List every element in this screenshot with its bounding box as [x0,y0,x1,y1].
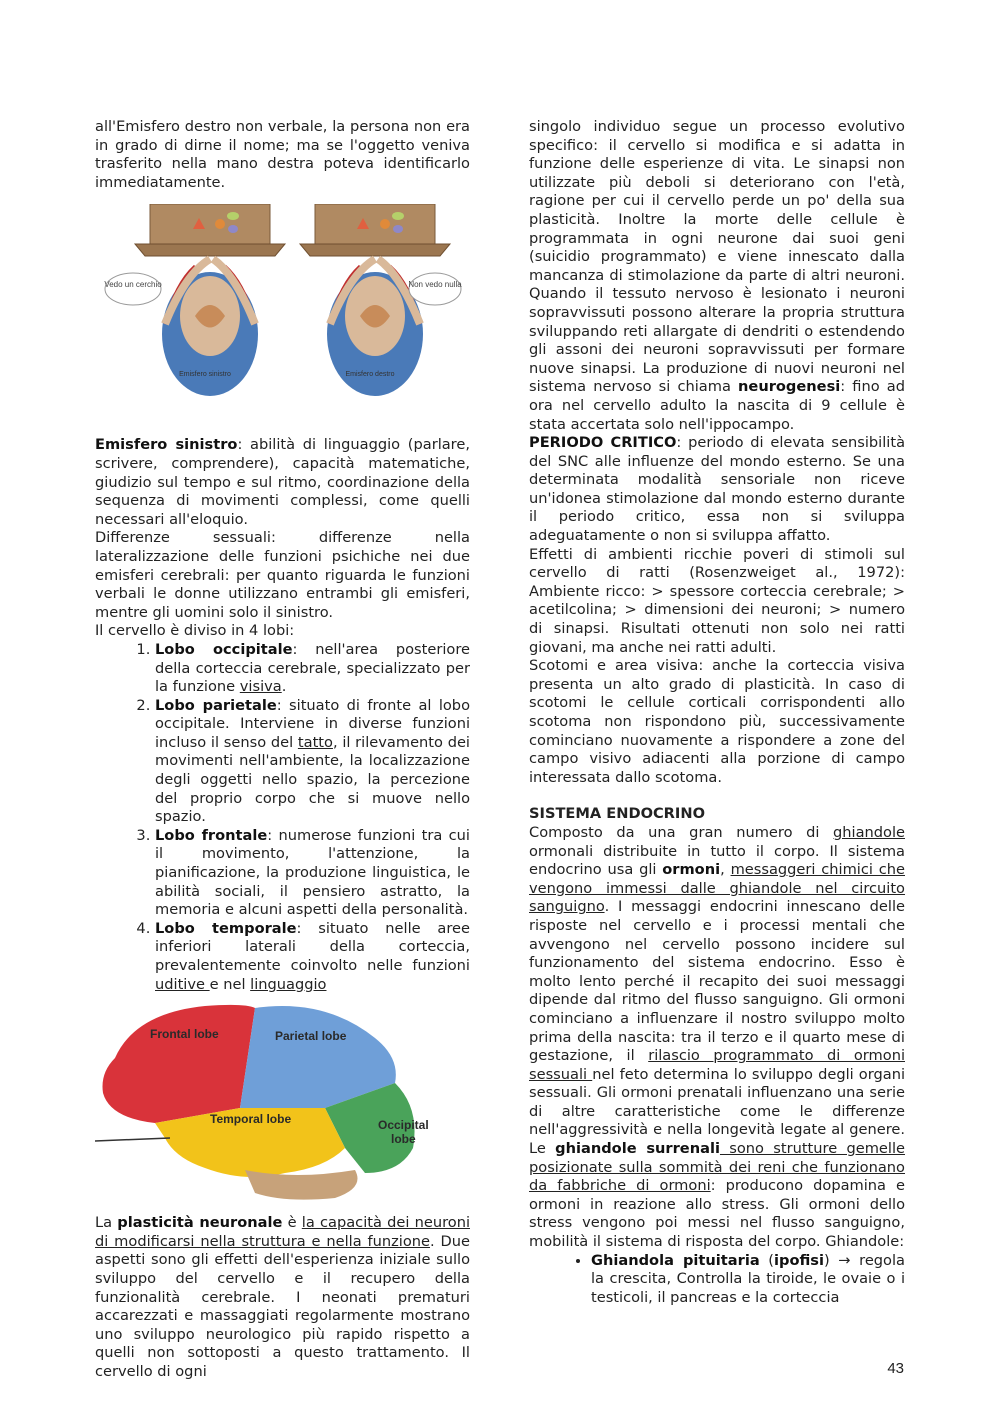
neurogenesi-term: neurogenesi [738,378,841,396]
plasticita-continued-paragraph: singolo individuo segue un processo evolutivo specifico: il cervello si modifica e si adatta in funzione delle esperienze di vita. Le sinapsi non utilizzate più deboli si deteriorano con l'età, ragione per cui il cervello perde un po' della sua plasticità. Inoltre la morte delle cellule è programmata in ogni neurone dai suoi geni (suicidio programmato) e viene innescato dalla mancanza di stimolazione da parte di altri neuroni. Quando il tessuto nervoso è lesionato i neuroni sopravvissuti possono alterare la propria struttura sviluppando reti allargate di dendriti o estendendo gli assoni dei neuroni sopravvissuti per formare nuove sinapsi. La produzione di nuovi neuroni nel sistema nervoso si chiama neurogenesi: fino ad ora nel cervello adulto la nascita di 9 cellule è stata accertata solo nell'ippocampo. [529,118,906,433]
effetti-paragraph: Effetti di ambienti ricchie poveri di stimoli sul cervello di ratti (Rosenzweiget al., 1972): Ambiente ricco: > spessore corteccia cerebrale; > acetilcolina; > dimensioni dei neuroni; > numero di sinapsi. Risultati ottenuti non solo nei ratti giovani, ma anche nei ratti adulti. [529,545,905,656]
lobi-intro: Il cervello è diviso in 4 lobi: [95,622,295,640]
label-parietal: Parietal lobe [275,1029,347,1044]
periodo-critico-paragraph: PERIODO CRITICO: periodo di elevata sensibilità del SNC alle influenze del mondo esterno. Se una determinata modalità sensoriale non riceve un'idonea stimolazione dal mondo esterno durante il periodo critico, essa non si sviluppa adeguatamente o non si sviluppa affatto. [529,434,906,545]
label-frontal: Frontal lobe [150,1027,219,1042]
sistema-endocrino-paragraph: Composto da una gran numero di ghiandole ormonali distribuite in tutto il corpo. Il sistema endocrino usa gli ormoni, messaggeri chimici che vengono immessi dalle ghiandole nel circuito sanguigno. I messaggi endocrini innescano delle risposte nel cervello e i processi mentali che avvengono nel cervello possono incidere sul funzionamento del sistema endocrino. Esso è molto lento perché il recapito dei suoi messaggi dipende dal ritmo del flusso sanguigno. Gli ormoni cominciano a influenzare il nostro sviluppo molto prima della nascita: tra il terzo e il quarto mese di gestazione, il rilascio programmato di ormoni sessuali nel feto determina lo sviluppo degli organi sessuali. Gli ormoni prenatali influenzano una serie di altre caratteristiche come le differenze nell'aggressività e nella longevità legate al genere. Le ghiandole surrenali sono strutture gemelle posizionate sulla sommità dei reni che funzionano da fabbriche di ormoni: producono dopamina e ormoni in reazione allo stress. Gli ormoni dello stress vengono poi messi nel flusso sanguigno, mobilità il sistema di risposta del corpo. Ghiandole: [529,823,905,1251]
caption-right-hemisphere: Emisfero destro [345,371,395,379]
emisfero-sinistro-paragraph: Emisfero sinistro: abilità di linguaggio (parlare, scrivere, comprendere), capacità matematiche, giudizio sul tempo e sul ritmo, coordinazione della sequenza di movimenti complessi, come quelli necessari all'eloquio. [95,436,470,528]
bubble-text-right: Non vedo nulla [408,280,462,290]
list-item: 3. Lobo frontale: numerose funzioni tra cui il movimento, l'attenzione, la pianificazione, la produzione linguistica, le abilità sociali, il pensiero astratto, la memoria e alcuni aspetti della personalità. [155,827,470,920]
list-item: 2. Lobo parietale: situato di fronte al lobo occipitale. Interviene in diverse funzioni incluso il senso del tatto, il rilevamento dei movimenti nell'ambiente, la localizzazione degli oggetti nello spazio, la percezione del proprio corpo che si muove nello spazio. [155,697,470,827]
split-brain-experiment-figure [95,204,470,424]
list-item: 1. Lobo occipitale: nell'area posteriore della corteccia cerebrale, specializzato per la funzione visiva. [155,641,470,697]
right-column [529,118,905,1307]
list-item: 4. Lobo temporale: situato nelle aree inferiori laterali della corteccia, prevalentemente coinvolto nelle funzioni uditive e nel linguaggio [155,920,470,994]
emisfero-sinistro-term: Emisfero sinistro [95,436,238,454]
intro-paragraph: all'Emisfero destro non verbale, la persona non era in grado di dirne il nome; ma se l'oggetto veniva trasferito nella mano destra poteva identificarlo immediatamente. [95,118,470,191]
caption-left-hemisphere: Emisfero sinistro [179,371,231,379]
page-number: 43 [887,1360,904,1377]
bubble-text-left: Vedo un cerchio [104,280,162,290]
plasticita-paragraph: La plasticità neuronale è la capacità dei neuroni di modificarsi nella struttura e nella funzione. Due aspetti sono gli effetti dell'esperienza iniziale sullo sviluppo del cervello e il recupero della funzionalità cerebrale. I neonati prematuri accarezzati e massaggiati regolarmente mostrano uno sviluppo neurologico più rapido rispetto a quelli non sottoposti a questo trattamento. Il cervello di ogni [95,1214,470,1380]
scotomi-paragraph: Scotomi e area visiva: anche la corteccia visiva presenta un alto grado di plasticità. In caso di scotomi le cellule corticali corrispondenti allo scotoma non rispondono più, successivamente cominciano nuovamente a rispondere a zone del campo visivo adiacenti alla porzione di campo interessata dallo scotoma. [529,657,905,786]
label-occipital-1: Occipital [378,1118,429,1133]
label-occipital-2: lobe [391,1132,416,1147]
differenze-paragraph: Differenze sessuali: differenze nella lateralizzazione delle funzioni psichiche nei due emisferi cerebrali: per quanto riguarda le funzioni verbali le donne utilizzano entrambi gli emisferi, mentre gli uomini solo il sinistro. [95,529,470,621]
ghiandole-list [529,1252,905,1308]
experiment-panel-right [300,204,462,396]
list-item: • Ghiandola pituitaria (ipofisi) → regola la crescita, Controlla la tiroide, le ovaie o i testicoli, il pancreas e la corteccia [591,1252,905,1308]
label-temporal: Temporal lobe [210,1112,292,1127]
brain-lobes-figure [95,998,470,1208]
periodo-critico-term: PERIODO CRITICO [529,434,677,452]
lobi-list [95,641,470,994]
section-heading: SISTEMA ENDOCRINO [529,805,705,823]
plasticita-term: plasticità neuronale [117,1214,283,1232]
left-column [95,118,470,1382]
experiment-panel-left [104,204,285,396]
